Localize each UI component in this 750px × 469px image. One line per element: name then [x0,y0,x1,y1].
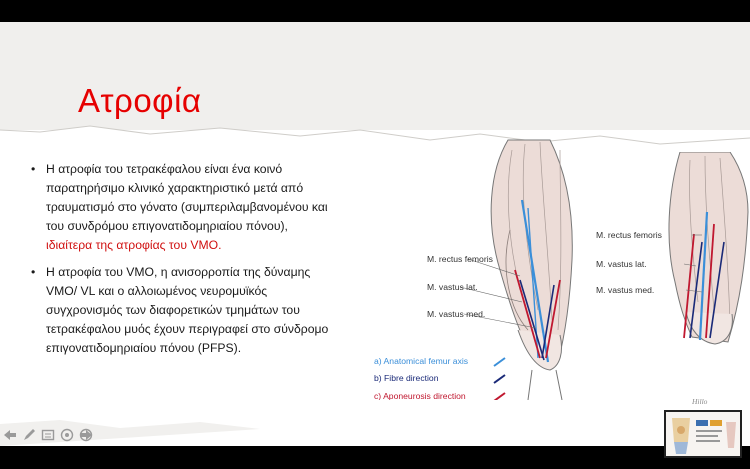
spacer [95,427,100,443]
bullet-highlight: ιδιαίτερα της ατροφίας του VMO. [46,238,222,252]
zoom-icon[interactable] [59,427,75,443]
figure-label: M. rectus femoris [427,254,493,264]
legend-swatch [494,393,505,400]
legend-swatch [494,375,505,383]
illustrator-signature [692,394,716,408]
bullet-item [30,160,330,255]
quadriceps-anatomy-figure-side [590,152,750,352]
signature-text: Hillo [692,397,708,406]
figure-label: M. vastus lat. [427,282,478,292]
figure-label: M. rectus femoris [596,230,662,240]
thumbnail-image [666,412,740,456]
figure-label: M. vastus lat. [596,259,647,269]
arrow-left-icon[interactable] [2,427,18,443]
figure-label: M. vastus med. [596,285,655,295]
arrow-right-icon[interactable] [77,427,95,443]
bullet-text: Η ατροφία του VMO, η ανισορροπία της δύναμης VMO/ VL και ο αλλοιωμένος νευρομυϊκός συγχρονισμός των διαφορετικών τμημάτων του τετρακέφαλου μυός έχουν περιγραφεί στο σύνδρομο επιγονατιδομηριαίου πόνου (PFPS). [46,265,329,355]
bullet-text: Η ατροφία του τετρακέφαλου είναι ένα κοινό παρατηρήσιμο κλινικό χαρακτηριστικό μετά από τραυματισμό στο γόνατο (συμπεριλαμβανομένου και του συνδρόμου επιγονατιδομηριαίου πόνου), [46,162,328,233]
slides-icon[interactable] [40,427,56,443]
slide-preview-thumbnail[interactable] [664,410,742,458]
slide-title: Ατροφία [78,82,202,119]
quadriceps-anatomy-figure-front [360,130,580,400]
legend-item: a) Anatomical femur axis [374,356,469,366]
legend-item: c) Aponeurosis direction [374,391,466,400]
bullet-symbol-2: • [31,265,36,279]
figure-label: M. vastus med. [427,309,486,319]
bullet-item [30,263,330,358]
bullet-symbol: • [31,162,36,176]
pen-icon[interactable] [21,427,37,443]
bullet-list [30,160,330,366]
legend-swatch [494,358,505,366]
legend-item: b) Fibre direction [374,373,439,383]
slide [0,22,750,446]
